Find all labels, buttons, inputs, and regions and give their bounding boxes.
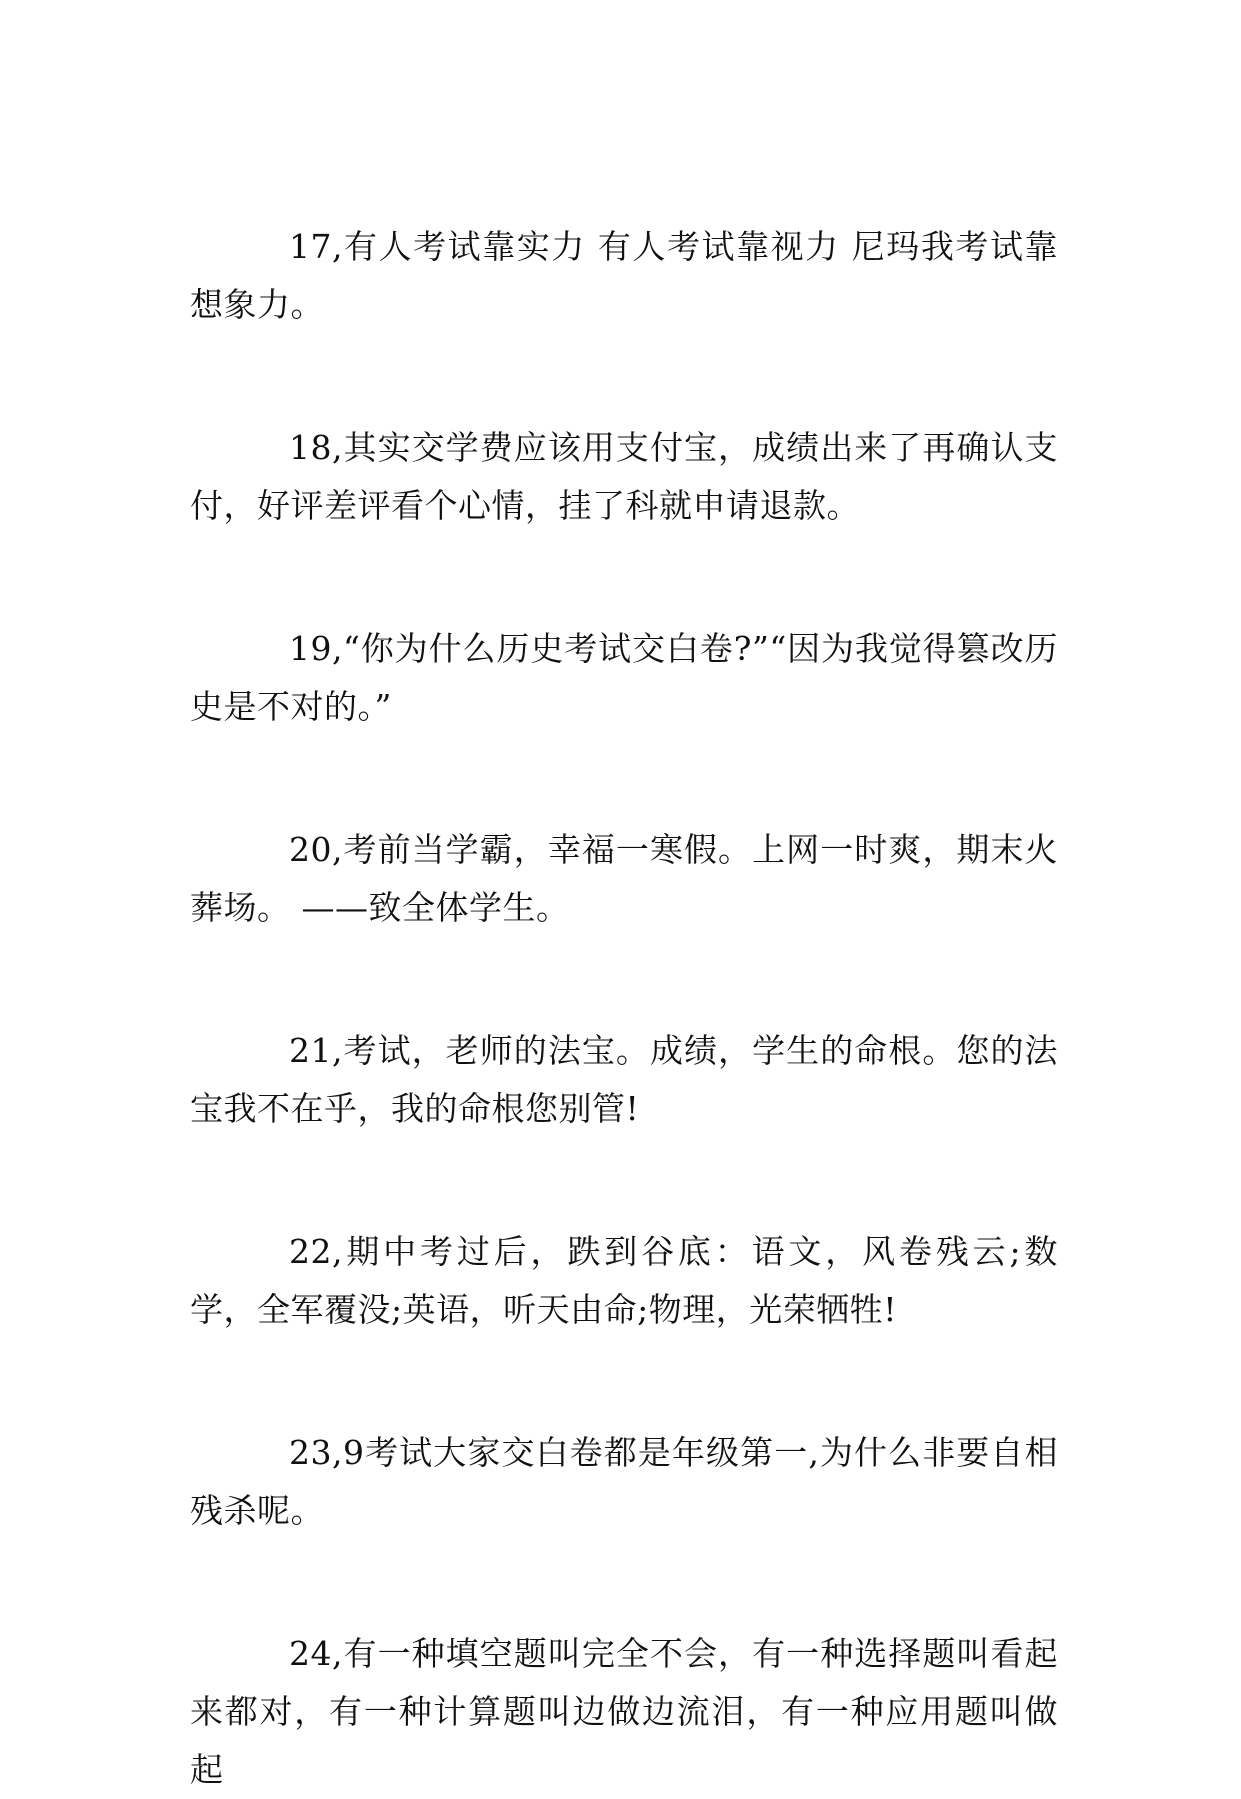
paragraph-20: 20,考前当学霸，幸福一寒假。上网一时爽，期末火葬场。 ——致全体学生。 [190, 830, 1058, 927]
paragraph-18: 18,其实交学费应该用支付宝，成绩出来了再确认支付，好评差评看个心情，挂了科就申请退款。 [190, 428, 1058, 525]
paragraph-23: 23,9考试大家交白卷都是年级第一,为什么非要自相残杀呢。 [190, 1433, 1058, 1530]
paragraph-21: 21,考试，老师的法宝。成绩，学生的命根。您的法宝我不在乎，我的命根您别管! [190, 1031, 1058, 1128]
paragraph-24: 24,有一种填空题叫完全不会，有一种选择题叫看起来都对，有一种计算题叫边做边流泪，有一种应用题叫做起 [190, 1634, 1058, 1789]
document-body [190, 218, 1058, 1799]
paragraph-17: 17,有人考试靠实力 有人考试靠视力 尼玛我考试靠想象力。 [190, 227, 1058, 324]
paragraph-19: 19,“你为什么历史考试交白卷?”“因为我觉得篡改历史是不对的。” [190, 629, 1058, 726]
paragraph-22: 22,期中考过后，跌到谷底：语文，风卷残云;数学，全军覆没;英语，听天由命;物理，光荣牺牲! [190, 1232, 1058, 1329]
